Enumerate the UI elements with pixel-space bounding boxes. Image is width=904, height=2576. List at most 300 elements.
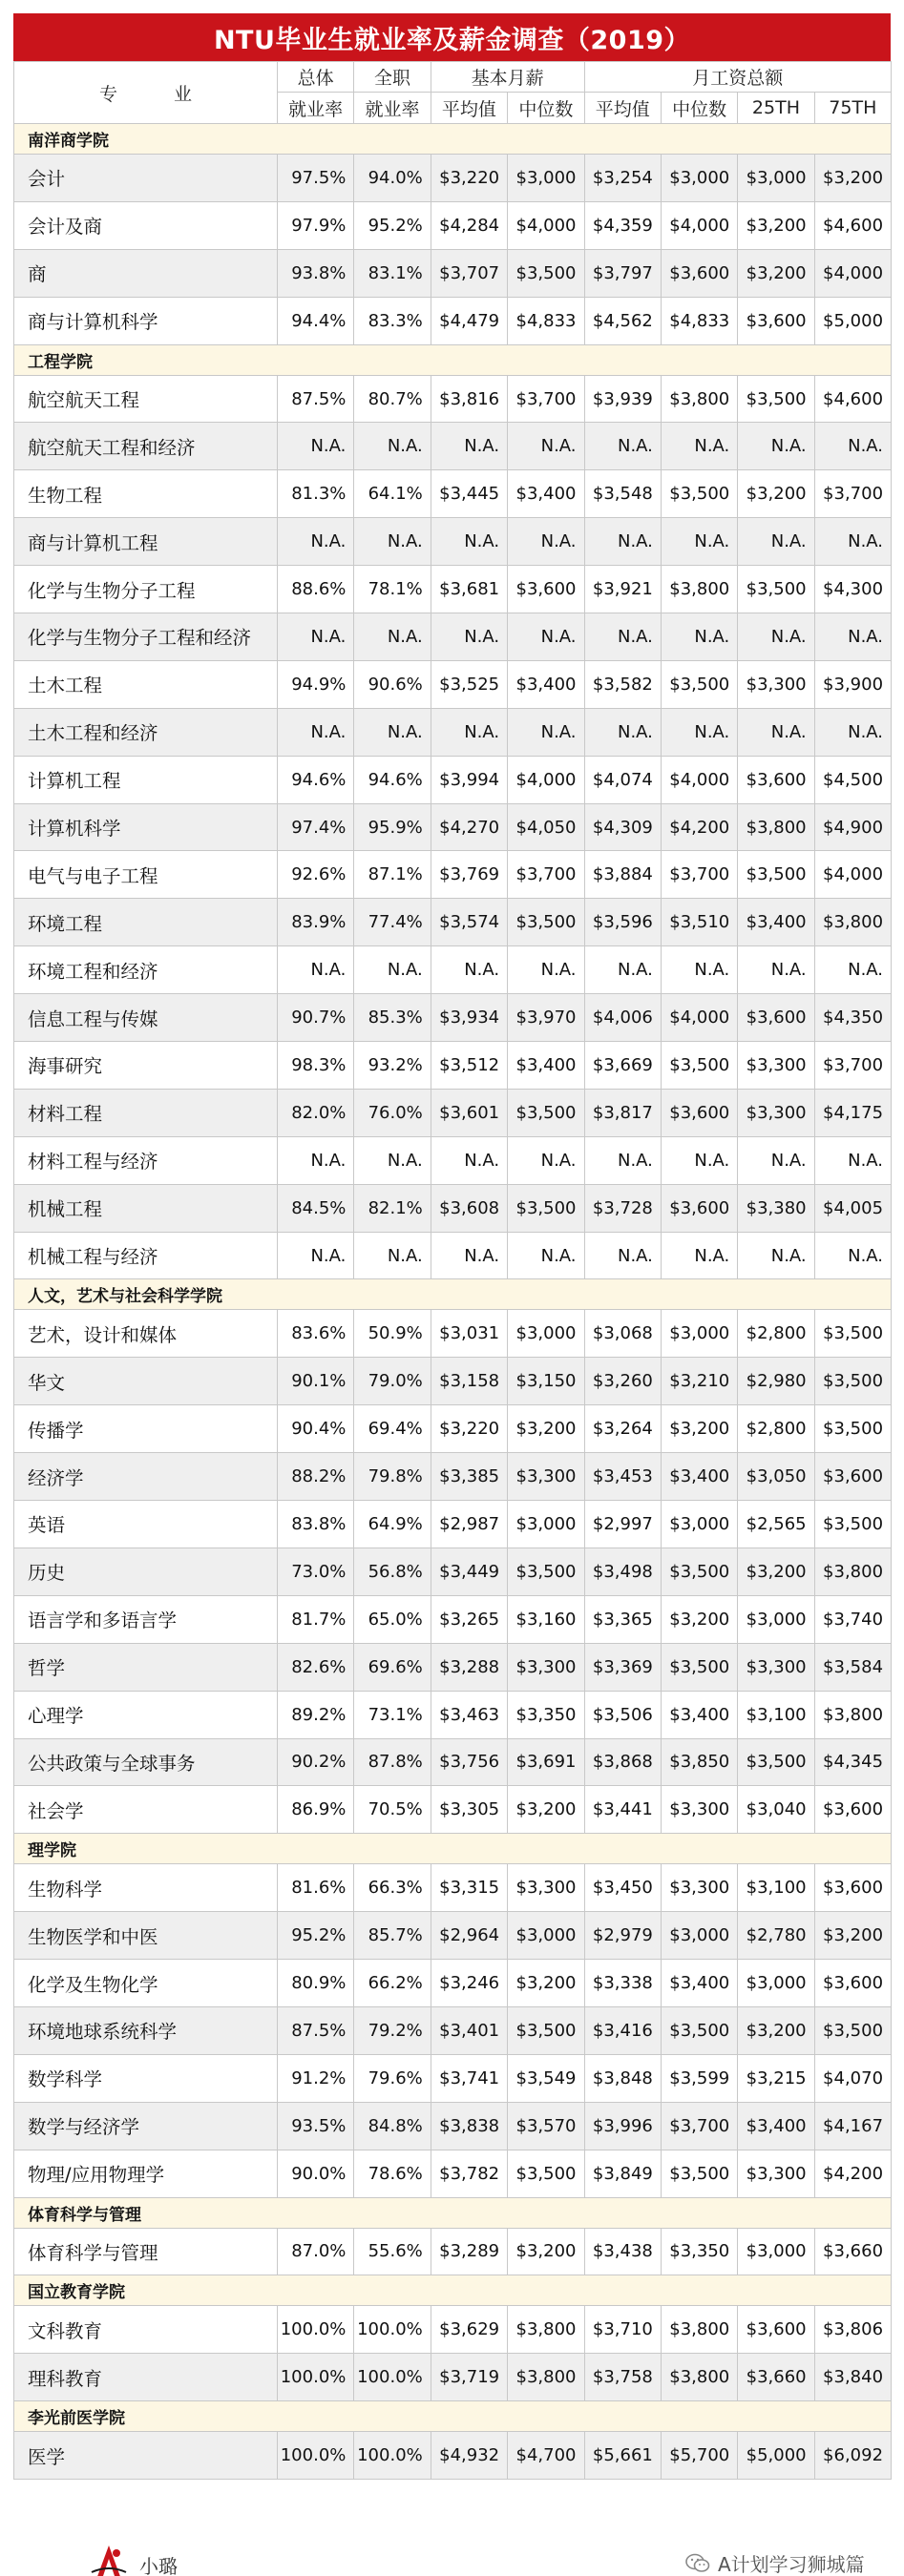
cell-gross-25th: $3,600 [738, 297, 814, 344]
cell-gross-median: $3,800 [661, 375, 737, 423]
cell-major: 化学与生物分子工程 [14, 566, 278, 613]
cell-basic-median: $3,200 [508, 1960, 584, 2007]
cell-major: 社会学 [14, 1786, 278, 1834]
cell-fulltime-rate: 87.8% [354, 1738, 431, 1786]
cell-gross-median: $3,500 [661, 2006, 737, 2054]
cell-gross-25th: $3,600 [738, 2306, 814, 2354]
cell-gross-median: N.A. [661, 1136, 737, 1184]
cell-gross-25th: $3,000 [738, 1960, 814, 2007]
cell-basic-mean: $3,629 [431, 2306, 507, 2354]
cell-gross-mean: N.A. [584, 613, 661, 661]
table-row [14, 803, 892, 851]
cell-gross-mean: $3,582 [584, 660, 661, 708]
cell-gross-25th: N.A. [738, 613, 814, 661]
cell-gross-median: $3,000 [661, 1501, 737, 1548]
cell-gross-75th: N.A. [814, 708, 891, 756]
cell-gross-mean: $3,453 [584, 1453, 661, 1501]
cell-gross-median: $3,000 [661, 1310, 737, 1358]
cell-major: 理科教育 [14, 2354, 278, 2401]
cell-gross-25th: $2,565 [738, 1501, 814, 1548]
cell-gross-mean: $3,868 [584, 1738, 661, 1786]
cell-gross-median: N.A. [661, 518, 737, 566]
cell-gross-25th: $2,800 [738, 1310, 814, 1358]
cell-basic-mean: $4,284 [431, 201, 507, 249]
cell-fulltime-rate: N.A. [354, 613, 431, 661]
cell-gross-median: $3,850 [661, 1738, 737, 1786]
cell-gross-mean: N.A. [584, 708, 661, 756]
cell-gross-75th: $4,005 [814, 1184, 891, 1232]
cell-overall-rate: 73.0% [278, 1548, 354, 1595]
table-row [14, 2102, 892, 2150]
cell-gross-75th: N.A. [814, 1136, 891, 1184]
cell-overall-rate: 83.9% [278, 899, 354, 946]
cell-gross-mean: $3,264 [584, 1405, 661, 1453]
cell-major: 体育科学与管理 [14, 2228, 278, 2275]
table-row [14, 2432, 892, 2480]
cell-gross-75th: $3,500 [814, 1310, 891, 1358]
cell-basic-median: $4,000 [508, 201, 584, 249]
cell-overall-rate: 97.4% [278, 803, 354, 851]
cell-basic-median: $3,300 [508, 1864, 584, 1912]
cell-basic-median: $3,500 [508, 899, 584, 946]
cell-major: 生物医学和中医 [14, 1912, 278, 1960]
table-row [14, 1136, 892, 1184]
cell-overall-rate: 93.8% [278, 249, 354, 297]
header-gross-mean: 平均值 [584, 93, 661, 124]
table-row [14, 851, 892, 899]
cell-gross-75th: $4,167 [814, 2102, 891, 2150]
cell-major: 环境地球系统科学 [14, 2006, 278, 2054]
header-fulltime-line1: 全职 [354, 62, 431, 93]
table-row [14, 708, 892, 756]
cell-gross-25th: $3,200 [738, 470, 814, 518]
table-row [14, 2228, 892, 2275]
cell-overall-rate: 90.1% [278, 1358, 354, 1405]
cell-gross-median: $3,500 [661, 2150, 737, 2197]
section-row [14, 344, 892, 375]
cell-gross-75th: $3,600 [814, 1786, 891, 1834]
cell-gross-median: $5,700 [661, 2432, 737, 2480]
cell-major: 土木工程 [14, 660, 278, 708]
table-row [14, 2150, 892, 2197]
cell-gross-mean: $3,817 [584, 1089, 661, 1136]
cell-basic-mean: $3,385 [431, 1453, 507, 1501]
table-row [14, 1042, 892, 1090]
section-title: 体育科学与管理 [14, 2197, 892, 2228]
cell-overall-rate: 90.0% [278, 2150, 354, 2197]
cell-basic-mean: $3,608 [431, 1184, 507, 1232]
table-row [14, 613, 892, 661]
cell-gross-75th: N.A. [814, 423, 891, 470]
cell-basic-mean: $3,838 [431, 2102, 507, 2150]
cell-gross-75th: $5,000 [814, 297, 891, 344]
cell-overall-rate: 100.0% [278, 2354, 354, 2401]
cell-gross-75th: $3,800 [814, 1548, 891, 1595]
cell-gross-median: $3,400 [661, 1453, 737, 1501]
cell-basic-median: $3,500 [508, 1548, 584, 1595]
cell-basic-mean: $3,782 [431, 2150, 507, 2197]
cell-overall-rate: 97.9% [278, 201, 354, 249]
cell-basic-median: $3,350 [508, 1691, 584, 1738]
header-gross-75th: 75TH [814, 93, 891, 124]
cell-basic-median: $3,500 [508, 249, 584, 297]
cell-gross-mean: $3,450 [584, 1864, 661, 1912]
cell-gross-75th: $3,700 [814, 1042, 891, 1090]
cell-fulltime-rate: 69.6% [354, 1643, 431, 1691]
cell-basic-mean: N.A. [431, 946, 507, 994]
cell-fulltime-rate: 64.1% [354, 470, 431, 518]
header-gross-salary: 月工资总额 [584, 62, 892, 93]
cell-gross-75th: $3,200 [814, 1912, 891, 1960]
cell-basic-median: $3,000 [508, 1912, 584, 1960]
cell-fulltime-rate: 87.1% [354, 851, 431, 899]
table-row [14, 297, 892, 344]
cell-basic-median: $3,691 [508, 1738, 584, 1786]
cell-fulltime-rate: 77.4% [354, 899, 431, 946]
cell-major: 环境工程 [14, 899, 278, 946]
table-row [14, 1595, 892, 1643]
cell-gross-median: $3,400 [661, 1960, 737, 2007]
cell-gross-25th: $3,500 [738, 851, 814, 899]
cell-gross-mean: $3,416 [584, 2006, 661, 2054]
cell-major: 文科教育 [14, 2306, 278, 2354]
table-row [14, 1089, 892, 1136]
cell-gross-mean: $3,996 [584, 2102, 661, 2150]
cell-major: 公共政策与全球事务 [14, 1738, 278, 1786]
table-row [14, 2006, 892, 2054]
cell-basic-median: $3,500 [508, 2006, 584, 2054]
section-title: 南洋商学院 [14, 124, 892, 155]
cell-gross-75th: $3,600 [814, 1960, 891, 2007]
cell-overall-rate: N.A. [278, 423, 354, 470]
table-row [14, 1960, 892, 2007]
cell-overall-rate: 93.5% [278, 2102, 354, 2150]
cell-gross-25th: $3,500 [738, 375, 814, 423]
cell-basic-mean: $4,932 [431, 2432, 507, 2480]
cell-basic-mean: $3,681 [431, 566, 507, 613]
cell-gross-75th: $3,660 [814, 2228, 891, 2275]
table-row [14, 470, 892, 518]
cell-basic-mean: $3,574 [431, 899, 507, 946]
cell-gross-mean: $4,074 [584, 756, 661, 803]
section-row [14, 2401, 892, 2432]
cell-basic-mean: $3,769 [431, 851, 507, 899]
cell-gross-mean: $3,365 [584, 1595, 661, 1643]
cell-major: 经济学 [14, 1453, 278, 1501]
cell-fulltime-rate: 79.0% [354, 1358, 431, 1405]
cell-gross-75th: $4,350 [814, 994, 891, 1042]
cell-basic-mean: $3,756 [431, 1738, 507, 1786]
cell-overall-rate: 87.5% [278, 375, 354, 423]
table-row [14, 1912, 892, 1960]
cell-fulltime-rate: 78.1% [354, 566, 431, 613]
cell-gross-25th: $3,300 [738, 1042, 814, 1090]
cell-gross-mean: $4,359 [584, 201, 661, 249]
cell-overall-rate: 87.5% [278, 2006, 354, 2054]
cell-basic-mean: $3,158 [431, 1358, 507, 1405]
table-row [14, 899, 892, 946]
cell-basic-median: $3,500 [508, 1089, 584, 1136]
cell-gross-75th: N.A. [814, 613, 891, 661]
cell-fulltime-rate: 65.0% [354, 1595, 431, 1643]
cell-overall-rate: 88.2% [278, 1453, 354, 1501]
table-row [14, 518, 892, 566]
cell-gross-25th: $2,780 [738, 1912, 814, 1960]
section-title: 李光前医学院 [14, 2401, 892, 2432]
cell-basic-mean: $3,463 [431, 1691, 507, 1738]
cell-basic-median: $3,400 [508, 1042, 584, 1090]
cell-gross-median: $3,600 [661, 249, 737, 297]
cell-gross-25th: $2,980 [738, 1358, 814, 1405]
cell-fulltime-rate: 95.2% [354, 201, 431, 249]
cell-gross-mean: $2,997 [584, 1501, 661, 1548]
table-row [14, 155, 892, 202]
cell-fulltime-rate: 80.7% [354, 375, 431, 423]
cell-gross-25th: $3,300 [738, 2150, 814, 2197]
cell-gross-mean: $3,797 [584, 249, 661, 297]
cell-basic-median: N.A. [508, 423, 584, 470]
cell-gross-median: $3,700 [661, 2102, 737, 2150]
section-row [14, 1834, 892, 1864]
cell-major: 生物科学 [14, 1864, 278, 1912]
table-row [14, 1232, 892, 1279]
cell-gross-25th: $3,040 [738, 1786, 814, 1834]
cell-fulltime-rate: 84.8% [354, 2102, 431, 2150]
table-row [14, 1358, 892, 1405]
cell-gross-median: $3,210 [661, 1358, 737, 1405]
cell-fulltime-rate: 85.7% [354, 1912, 431, 1960]
cell-fulltime-rate: N.A. [354, 946, 431, 994]
cell-gross-75th: $4,070 [814, 2054, 891, 2102]
cell-gross-75th: $3,740 [814, 1595, 891, 1643]
cell-fulltime-rate: 69.4% [354, 1405, 431, 1453]
cell-overall-rate: 91.2% [278, 2054, 354, 2102]
cell-major: 会计 [14, 155, 278, 202]
cell-major: 商与计算机工程 [14, 518, 278, 566]
cell-gross-25th: $3,400 [738, 899, 814, 946]
cell-gross-75th: $4,500 [814, 756, 891, 803]
table-row [14, 994, 892, 1042]
cell-basic-mean: $3,816 [431, 375, 507, 423]
cell-gross-25th: $5,000 [738, 2432, 814, 2480]
cell-gross-median: N.A. [661, 423, 737, 470]
cell-gross-mean: N.A. [584, 946, 661, 994]
section-row [14, 124, 892, 155]
cell-overall-rate: 90.7% [278, 994, 354, 1042]
cell-major: 航空航天工程和经济 [14, 423, 278, 470]
cell-basic-median: N.A. [508, 1136, 584, 1184]
cell-fulltime-rate: 83.3% [354, 297, 431, 344]
cell-overall-rate: 87.0% [278, 2228, 354, 2275]
cell-gross-25th: $3,800 [738, 803, 814, 851]
cell-gross-25th: $3,200 [738, 201, 814, 249]
cell-basic-mean: N.A. [431, 613, 507, 661]
cell-gross-mean: $3,254 [584, 155, 661, 202]
section-row [14, 1279, 892, 1310]
cell-basic-median: $3,970 [508, 994, 584, 1042]
cell-basic-median: $4,000 [508, 756, 584, 803]
cell-major: 计算机科学 [14, 803, 278, 851]
cell-basic-median: $4,050 [508, 803, 584, 851]
header-basic-mean: 平均值 [431, 93, 507, 124]
cell-basic-median: $3,570 [508, 2102, 584, 2150]
cell-gross-75th: $3,700 [814, 470, 891, 518]
table-row [14, 1548, 892, 1595]
cell-gross-mean: $3,068 [584, 1310, 661, 1358]
cell-fulltime-rate: 93.2% [354, 1042, 431, 1090]
cell-basic-mean: $3,031 [431, 1310, 507, 1358]
cell-fulltime-rate: 78.6% [354, 2150, 431, 2197]
cell-basic-median: $3,150 [508, 1358, 584, 1405]
cell-fulltime-rate: 66.2% [354, 1960, 431, 2007]
cell-basic-median: $3,200 [508, 1786, 584, 1834]
cell-gross-median: $3,800 [661, 2354, 737, 2401]
cell-major: 化学及生物化学 [14, 1960, 278, 2007]
cell-gross-mean: $3,849 [584, 2150, 661, 2197]
cell-major: 艺术，设计和媒体 [14, 1310, 278, 1358]
cell-gross-mean: $3,710 [584, 2306, 661, 2354]
cell-gross-mean: $3,260 [584, 1358, 661, 1405]
table-row [14, 1184, 892, 1232]
cell-gross-75th: $4,175 [814, 1089, 891, 1136]
table-row [14, 566, 892, 613]
cell-gross-mean: $4,309 [584, 803, 661, 851]
cell-fulltime-rate: 83.1% [354, 249, 431, 297]
cell-fulltime-rate: 66.3% [354, 1864, 431, 1912]
wechat-icon [685, 2551, 710, 2576]
cell-gross-75th: $3,600 [814, 1453, 891, 1501]
cell-major: 会计及商 [14, 201, 278, 249]
cell-gross-median: N.A. [661, 613, 737, 661]
cell-basic-mean: $3,994 [431, 756, 507, 803]
cell-gross-mean: N.A. [584, 423, 661, 470]
cell-overall-rate: 100.0% [278, 2432, 354, 2480]
table-row [14, 756, 892, 803]
table-row [14, 2354, 892, 2401]
cell-fulltime-rate: N.A. [354, 518, 431, 566]
cell-gross-25th: $3,600 [738, 994, 814, 1042]
cell-basic-mean: $3,525 [431, 660, 507, 708]
cell-basic-mean: $3,445 [431, 470, 507, 518]
cell-fulltime-rate: 56.8% [354, 1548, 431, 1595]
cell-overall-rate: N.A. [278, 946, 354, 994]
cell-gross-75th: $3,840 [814, 2354, 891, 2401]
cell-gross-mean: $3,438 [584, 2228, 661, 2275]
section-title: 人文，艺术与社会科学学院 [14, 1279, 892, 1310]
cell-gross-75th: $3,800 [814, 899, 891, 946]
cell-gross-75th: $4,000 [814, 249, 891, 297]
page-title: NTU毕业生就业率及薪金调查（2019） [13, 13, 891, 61]
cell-gross-median: $3,800 [661, 566, 737, 613]
cell-overall-rate: 90.2% [278, 1738, 354, 1786]
cell-fulltime-rate: 100.0% [354, 2432, 431, 2480]
table-row [14, 249, 892, 297]
cell-basic-mean: $3,719 [431, 2354, 507, 2401]
cell-gross-median: $3,500 [661, 1643, 737, 1691]
cell-fulltime-rate: N.A. [354, 1136, 431, 1184]
cell-gross-median: $4,000 [661, 756, 737, 803]
cell-gross-75th: $4,300 [814, 566, 891, 613]
cell-fulltime-rate: 55.6% [354, 2228, 431, 2275]
cell-gross-median: N.A. [661, 946, 737, 994]
cell-fulltime-rate: N.A. [354, 1232, 431, 1279]
section-title: 理学院 [14, 1834, 892, 1864]
cell-basic-median: $3,800 [508, 2354, 584, 2401]
cell-gross-25th: $3,500 [738, 1738, 814, 1786]
cell-basic-mean: N.A. [431, 708, 507, 756]
cell-overall-rate: N.A. [278, 613, 354, 661]
cell-gross-25th: $3,100 [738, 1691, 814, 1738]
cell-gross-75th: $3,600 [814, 1864, 891, 1912]
cell-gross-75th: $3,584 [814, 1643, 891, 1691]
cell-gross-mean: $3,728 [584, 1184, 661, 1232]
footer [13, 2540, 891, 2576]
cell-gross-25th: $3,000 [738, 2228, 814, 2275]
cell-basic-median: $3,000 [508, 1501, 584, 1548]
cell-major: 化学与生物分子工程和经济 [14, 613, 278, 661]
cell-major: 医学 [14, 2432, 278, 2480]
cell-gross-75th: $3,800 [814, 1691, 891, 1738]
cell-major: 信息工程与传媒 [14, 994, 278, 1042]
cell-gross-median: $3,599 [661, 2054, 737, 2102]
cell-major: 机械工程 [14, 1184, 278, 1232]
cell-gross-25th: N.A. [738, 423, 814, 470]
cell-gross-75th: N.A. [814, 518, 891, 566]
cell-basic-median: N.A. [508, 613, 584, 661]
table-row [14, 375, 892, 423]
cell-basic-mean: $4,479 [431, 297, 507, 344]
cell-gross-25th: $3,660 [738, 2354, 814, 2401]
cell-basic-mean: $3,288 [431, 1643, 507, 1691]
cell-gross-75th: $4,900 [814, 803, 891, 851]
cell-gross-median: $4,200 [661, 803, 737, 851]
cell-fulltime-rate: 70.5% [354, 1786, 431, 1834]
cell-basic-mean: $3,305 [431, 1786, 507, 1834]
header-fulltime-line2: 就业率 [354, 93, 431, 124]
cell-major: 历史 [14, 1548, 278, 1595]
cell-fulltime-rate: 85.3% [354, 994, 431, 1042]
cell-gross-75th: $3,806 [814, 2306, 891, 2354]
cell-gross-75th: $6,092 [814, 2432, 891, 2480]
cell-major: 商 [14, 249, 278, 297]
watermark-text: A计划学习狮城篇 [718, 2553, 865, 2576]
cell-overall-rate: 83.8% [278, 1501, 354, 1548]
cell-gross-25th: $3,500 [738, 566, 814, 613]
table-row [14, 1786, 892, 1834]
cell-major: 土木工程和经济 [14, 708, 278, 756]
cell-overall-rate: 80.9% [278, 1960, 354, 2007]
cell-gross-mean: $3,506 [584, 1691, 661, 1738]
cell-gross-25th: $3,300 [738, 1643, 814, 1691]
cell-major: 传播学 [14, 1405, 278, 1453]
cell-gross-mean: $3,548 [584, 470, 661, 518]
cell-basic-mean: $3,707 [431, 249, 507, 297]
cell-overall-rate: 88.6% [278, 566, 354, 613]
cell-gross-25th: $3,100 [738, 1864, 814, 1912]
cell-gross-25th: $3,215 [738, 2054, 814, 2102]
cell-gross-75th: $3,900 [814, 660, 891, 708]
cell-overall-rate: 82.0% [278, 1089, 354, 1136]
cell-gross-mean: $3,884 [584, 851, 661, 899]
cell-basic-median: $3,200 [508, 1405, 584, 1453]
table-row [14, 2054, 892, 2102]
cell-fulltime-rate: 50.9% [354, 1310, 431, 1358]
section-title: 国立教育学院 [14, 2275, 892, 2306]
cell-basic-median: N.A. [508, 518, 584, 566]
cell-fulltime-rate: 82.1% [354, 1184, 431, 1232]
table-row [14, 1738, 892, 1786]
section-row [14, 2275, 892, 2306]
